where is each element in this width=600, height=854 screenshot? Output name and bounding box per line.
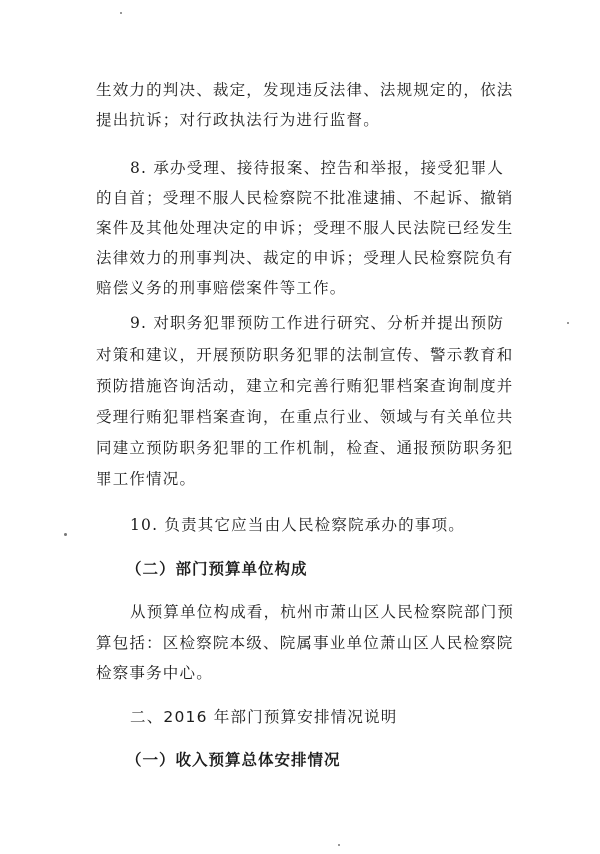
scan-speck	[64, 533, 67, 536]
section-subheading: （二）部门预算单位构成	[126, 560, 308, 578]
text-line: 赔偿义务的刑事赔偿案件等工作。	[96, 279, 347, 297]
text-line: 预防措施咨询活动，建立和完善行贿犯罪档案查询制度并	[96, 377, 514, 395]
text-line: 算包括：区检察院本级、院属事业单位萧山区人民检察院	[96, 634, 514, 652]
text-line: 对策和建议，开展预防职务犯罪的法制宣传、警示教育和	[96, 346, 514, 364]
text-line: 生效力的判决、裁定，发现违反法律、法规规定的，依法	[96, 81, 514, 99]
scan-speck	[338, 844, 340, 846]
text-line: 8. 承办受理、接待报案、控告和举报，接受犯罪人	[130, 159, 505, 177]
text-line: 案件及其他处理决定的申诉；受理不服人民法院已经发生	[96, 219, 514, 237]
text-line: 从预算单位构成看，杭州市萧山区人民检察院部门预	[130, 603, 515, 621]
text-line: 10. 负责其它应当由人民检察院承办的事项。	[130, 516, 465, 534]
section-subheading: （一）收入预算总体安排情况	[126, 751, 341, 769]
text-line: 检察事务中心。	[96, 664, 213, 682]
text-line: 同建立预防职务犯罪的工作机制，检查、通报预防职务犯	[96, 439, 514, 457]
text-line: 提出抗诉；对行政执法行为进行监督。	[96, 111, 380, 129]
section-heading: 二、2016 年部门预算安排情况说明	[130, 708, 398, 726]
text-line: 的自首；受理不服人民检察院不批准逮捕、不起诉、撤销	[96, 189, 514, 207]
text-line: 9. 对职务犯罪预防工作进行研究、分析并提出预防	[130, 314, 505, 332]
text-line: 法律效力的刑事判决、裁定的申诉；受理人民检察院负有	[96, 249, 514, 267]
scan-speck	[567, 322, 569, 324]
text-line: 受理行贿犯罪档案查询，在重点行业、领域与有关单位共	[96, 408, 514, 426]
text-line: 罪工作情况。	[96, 470, 197, 488]
scan-speck	[120, 12, 122, 14]
